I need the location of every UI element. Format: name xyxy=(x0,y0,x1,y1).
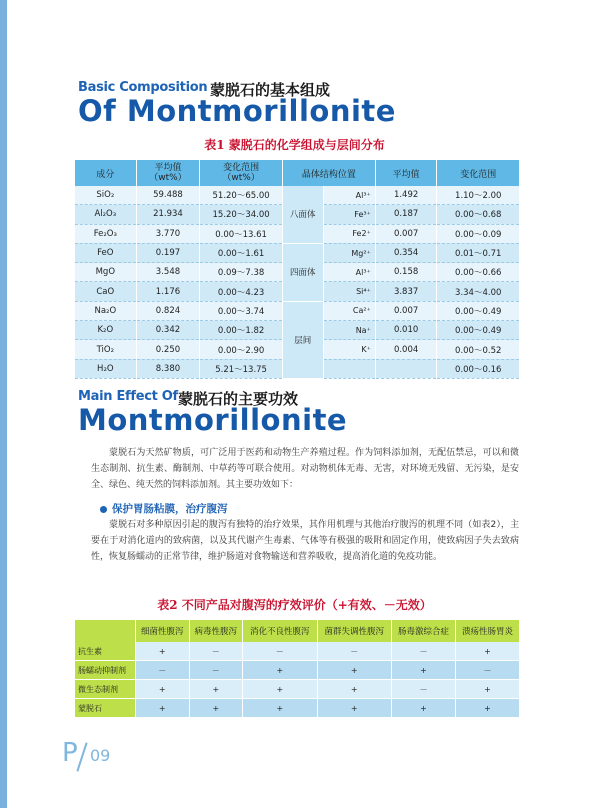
cell: + xyxy=(317,699,391,718)
cell: + xyxy=(136,699,190,718)
cell-range: 0.00～1.61 xyxy=(200,243,283,262)
group-tetrahedral: 四面体 xyxy=(282,243,323,301)
col-header: 平均值 xyxy=(375,160,437,186)
cell-avg2: 0.354 xyxy=(375,243,437,262)
cell-ion: Na⁺ xyxy=(323,321,375,340)
cell: － xyxy=(189,661,243,680)
cell-range: 0.00～4.23 xyxy=(200,282,283,301)
cell: － xyxy=(455,661,519,680)
cell: + xyxy=(189,680,243,699)
section1-en-subtitle: Basic Composition xyxy=(78,80,208,95)
cell-ion: Fe³⁺ xyxy=(323,205,375,224)
table1-caption: 表1 蒙脱石的化学组成与层间分布 xyxy=(204,138,385,152)
cell-range: 51.20～65.00 xyxy=(200,186,283,205)
cell: + xyxy=(243,699,317,718)
row-header: 抗生素 xyxy=(75,642,136,661)
col-header: 平均值 （wt%） xyxy=(136,160,200,186)
cell-avg2 xyxy=(375,359,437,378)
section1-en-title: Of Montmorillonite xyxy=(78,94,396,128)
page-number: 09 xyxy=(90,746,111,765)
section1-cn-title: 蒙脱石的基本组成 xyxy=(210,81,331,99)
col-header: 成分 xyxy=(75,160,136,186)
col-header: 细菌性腹泻 xyxy=(136,620,190,642)
cell: + xyxy=(391,661,455,680)
efficacy-table xyxy=(75,620,520,718)
cell-comp: CaO xyxy=(75,282,136,301)
cell-comp: FeO xyxy=(75,243,136,262)
cell-range: 0.00～13.61 xyxy=(200,224,283,243)
composition-table xyxy=(75,160,520,379)
col-header: 变化范围 xyxy=(437,160,520,186)
cell: + xyxy=(136,680,190,699)
cell-range: 0.00～1.82 xyxy=(200,321,283,340)
cell: + xyxy=(391,699,455,718)
table-header-row xyxy=(75,160,520,186)
cell-comp: MgO xyxy=(75,263,136,282)
cell-avg2: 0.004 xyxy=(375,340,437,359)
cell-range2: 1.10～2.00 xyxy=(437,186,520,205)
cell-avg2: 0.007 xyxy=(375,301,437,320)
cell: － xyxy=(391,680,455,699)
section2-en-subtitle: Main Effect Of xyxy=(78,389,178,404)
cell-ion: Si⁴⁺ xyxy=(323,282,375,301)
cell: + xyxy=(317,661,391,680)
intro-paragraph: 蒙脱石为天然矿物质，可广泛用于医药和动物生产养殖过程。作为饲料添加剂，无配伍禁忌，可以和微生态制剂、抗生素、酶制剂、中草药等可联合使用。对动物机体无毒、无害，对环境无残留、无污染，是安全、绿色、纯天然的饲料添加剂。其主要功效如下： xyxy=(91,448,519,490)
cell-avg2: 0.010 xyxy=(375,321,437,340)
cell-range2: 0.00～0.16 xyxy=(437,359,520,378)
cell-comp: TiO₂ xyxy=(75,340,136,359)
cell-range2: 0.00～0.49 xyxy=(437,301,520,320)
cell: － xyxy=(317,642,391,661)
cell: + xyxy=(136,642,190,661)
cell-range2: 0.00～0.68 xyxy=(437,205,520,224)
cell-range: 0.09～7.38 xyxy=(200,263,283,282)
cell-range: 0.00～3.74 xyxy=(200,301,283,320)
cell-range2: 0.00～0.66 xyxy=(437,263,520,282)
cell-avg2: 3.837 xyxy=(375,282,437,301)
cell-ion: Fe2⁺ xyxy=(323,224,375,243)
cell-range2: 0.00～0.49 xyxy=(437,321,520,340)
section2-en-title: Montmorillonite xyxy=(78,403,348,437)
cell-range: 0.00～2.90 xyxy=(200,340,283,359)
cell: + xyxy=(243,680,317,699)
cell: － xyxy=(391,642,455,661)
table-row xyxy=(75,642,520,661)
cell-avg2: 0.187 xyxy=(375,205,437,224)
cell-avg: 0.250 xyxy=(136,340,200,359)
cell: + xyxy=(455,642,519,661)
cell-ion: K⁺ xyxy=(323,340,375,359)
cell-avg2: 0.007 xyxy=(375,224,437,243)
table-row xyxy=(75,186,520,205)
cell-avg: 0.342 xyxy=(136,321,200,340)
cell-avg: 8.380 xyxy=(136,359,200,378)
table-row xyxy=(75,301,520,320)
col-header: 消化不良性腹泻 xyxy=(243,620,317,642)
cell-avg: 59.488 xyxy=(136,186,200,205)
cell-avg: 0.824 xyxy=(136,301,200,320)
cell-range2: 3.34～4.00 xyxy=(437,282,520,301)
col-header: 溃疡性肠胃炎 xyxy=(455,620,519,642)
group-octahedral: 八面体 xyxy=(282,186,323,243)
row-header: 蒙脱石 xyxy=(75,699,136,718)
col-header xyxy=(75,620,136,642)
cell-ion: Al³⁺ xyxy=(323,263,375,282)
cell: + xyxy=(317,680,391,699)
cell-range2: 0.00～0.09 xyxy=(437,224,520,243)
cell-range: 15.20～34.00 xyxy=(200,205,283,224)
col-header: 菌群失调性腹泻 xyxy=(317,620,391,642)
table-row xyxy=(75,661,520,680)
subsection-title: 保护胃肠粘膜，治疗腹泻 xyxy=(112,503,228,515)
cell: + xyxy=(189,699,243,718)
section2-cn-title: 蒙脱石的主要功效 xyxy=(178,390,299,408)
cell-ion: Ca²⁺ xyxy=(323,301,375,320)
cell-comp: H₂O xyxy=(75,359,136,378)
group-interlayer: 层间 xyxy=(282,301,323,378)
col-header: 病毒性腹泻 xyxy=(189,620,243,642)
cell-avg2: 1.492 xyxy=(375,186,437,205)
table2-caption: 表2 不同产品对腹泻的疗效评价（+有效、－无效） xyxy=(157,598,432,612)
cell-avg: 21.934 xyxy=(136,205,200,224)
cell-ion: Al³⁺ xyxy=(323,186,375,205)
cell-avg: 1.176 xyxy=(136,282,200,301)
cell-comp: Na₂O xyxy=(75,301,136,320)
cell-range2: 0.00～0.52 xyxy=(437,340,520,359)
col-header: 晶体结构位置 xyxy=(282,160,375,186)
cell-comp: K₂O xyxy=(75,321,136,340)
table-row xyxy=(75,699,520,718)
bullet-icon xyxy=(100,506,107,513)
cell: － xyxy=(136,661,190,680)
cell-ion: Mg²⁺ xyxy=(323,243,375,262)
cell: + xyxy=(243,661,317,680)
cell-comp: Al₂O₃ xyxy=(75,205,136,224)
cell: + xyxy=(455,680,519,699)
cell-avg: 3.770 xyxy=(136,224,200,243)
cell-comp: Fe₂O₃ xyxy=(75,224,136,243)
table-header-row xyxy=(75,620,520,642)
cell-ion xyxy=(323,359,375,378)
row-header: 肠蠕动抑制剂 xyxy=(75,661,136,680)
page-slash xyxy=(76,742,87,771)
subsection-paragraph: 蒙脱石对多种原因引起的腹泻有独特的治疗效果，其作用机理与其他治疗腹泻的机理不同（如表2），主要在于对消化道内的致病菌，以及其代谢产生毒素、气体等有极强的吸附和固定作用，使致病因子失去致病性，恢复肠蠕动的正常节律，维护肠道对食物输送和营养吸收，提高消化道的免疫功能。 xyxy=(91,520,519,562)
cell-avg: 0.197 xyxy=(136,243,200,262)
cell-avg2: 0.158 xyxy=(375,263,437,282)
table-row xyxy=(75,680,520,699)
cell-comp: SiO₂ xyxy=(75,186,136,205)
cell-avg: 3.548 xyxy=(136,263,200,282)
left-accent-bar xyxy=(0,0,7,808)
page-letter: P xyxy=(62,738,78,768)
cell-range2: 0.01～0.71 xyxy=(437,243,520,262)
cell: － xyxy=(243,642,317,661)
col-header: 变化范围 （wt%） xyxy=(200,160,283,186)
col-header: 肠毒激综合症 xyxy=(391,620,455,642)
cell-range: 5.21～13.75 xyxy=(200,359,283,378)
cell: + xyxy=(455,699,519,718)
cell: － xyxy=(189,642,243,661)
subsection-heading xyxy=(100,501,228,516)
row-header: 微生态制剂 xyxy=(75,680,136,699)
table-row xyxy=(75,243,520,262)
